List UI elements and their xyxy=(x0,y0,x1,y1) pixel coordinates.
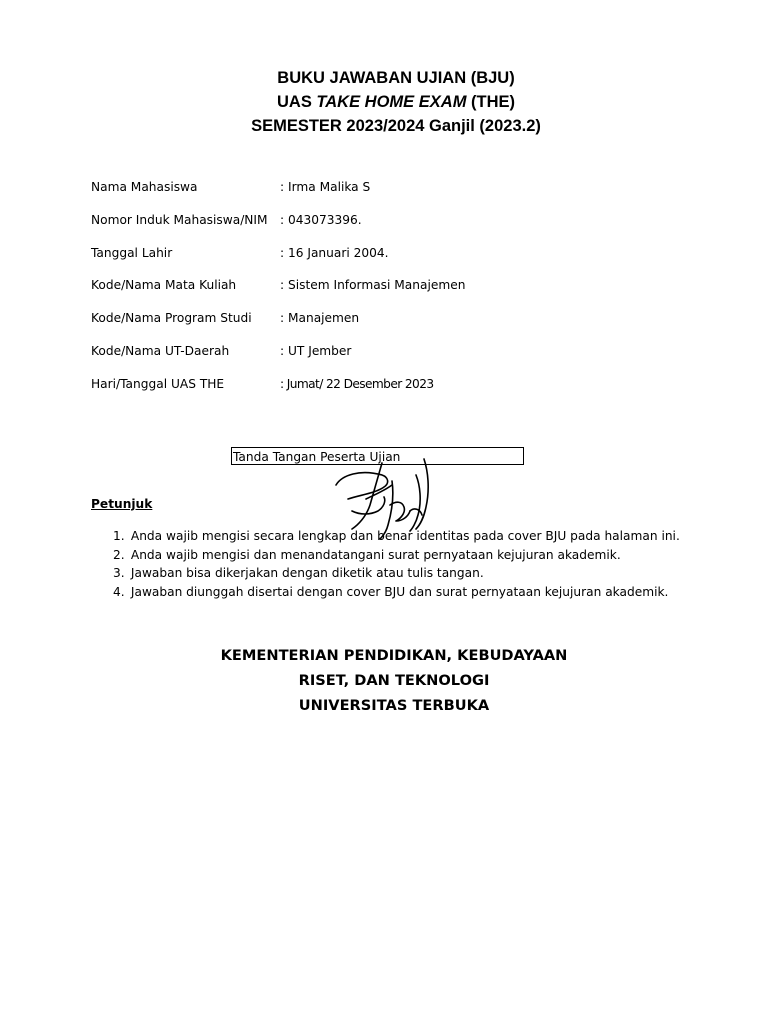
identity-row-nim xyxy=(91,213,691,246)
identity-label: Hari/Tanggal UAS THE xyxy=(91,376,225,391)
instruction-text: Anda wajib mengisi secara lengkap dan benar identitas pada cover BJU pada halaman ini. xyxy=(130,529,680,543)
instruction-number: 4. xyxy=(113,584,125,599)
footer-university: UNIVERSITAS TERBUKA xyxy=(298,697,490,714)
header-title: BUKU JAWABAN UJIAN (BJU) xyxy=(277,69,515,87)
identity-label: Nama Mahasiswa xyxy=(91,180,198,194)
identity-label: Kode/Nama Program Studi xyxy=(91,311,252,326)
instruction-text: Jawaban bisa dikerjakan dengan diketik atau tulis tangan. xyxy=(130,566,484,580)
instruction-item xyxy=(113,564,680,583)
instruction-text: Anda wajib mengisi dan menandatangani surat pernyataan kejujuran akademik. xyxy=(130,547,621,562)
instruction-number: 2. xyxy=(113,547,125,562)
instruction-item xyxy=(113,527,680,546)
institution-footer xyxy=(0,643,768,718)
identity-row-nama xyxy=(91,180,691,213)
identity-row-mata-kuliah xyxy=(91,278,691,311)
footer-ministry: KEMENTERIAN PENDIDIKAN, KEBUDAYAAN xyxy=(220,647,568,664)
identity-value: : Irma Malika S xyxy=(280,180,371,194)
identity-row-ut-daerah xyxy=(91,344,691,377)
identity-value: : UT Jember xyxy=(280,343,352,358)
instructions-title: Petunjuk xyxy=(91,497,153,511)
header-exam-type xyxy=(0,90,768,114)
identity-value: : Jumat/ 22 Desember 2023 xyxy=(280,376,434,391)
identity-value: : Manajemen xyxy=(280,311,360,326)
identity-row-program-studi xyxy=(91,311,691,344)
identity-value: : Sistem Informasi Manajemen xyxy=(280,278,466,293)
instruction-text: Jawaban diunggah disertai dengan cover BJU dan surat pernyataan kejujuran akademik. xyxy=(130,584,669,599)
footer-ministry-cont: RISET, DAN TEKNOLOGI xyxy=(298,672,490,689)
signature-label: Tanda Tangan Peserta Ujian xyxy=(233,450,401,464)
identity-row-tanggal-lahir xyxy=(91,246,691,279)
identity-label: Kode/Nama Mata Kuliah xyxy=(91,278,237,293)
instructions-list xyxy=(113,527,680,601)
document-header xyxy=(0,66,768,138)
identity-label: Tanggal Lahir xyxy=(91,245,173,260)
identity-label: Nomor Induk Mahasiswa/NIM xyxy=(91,212,268,227)
instruction-number: 3. xyxy=(113,566,125,580)
header-exam-italic: TAKE HOME EXAM xyxy=(316,93,467,111)
identity-table xyxy=(91,180,691,410)
instruction-item xyxy=(113,583,680,602)
identity-value: : 043073396. xyxy=(280,212,362,227)
header-semester: SEMESTER 2023/2024 Ganjil (2023.2) xyxy=(251,117,541,135)
identity-row-tanggal-uas xyxy=(91,377,691,410)
instruction-item xyxy=(113,546,680,565)
identity-value: : 16 Januari 2004. xyxy=(280,245,389,260)
instruction-number: 1. xyxy=(113,529,125,543)
identity-label: Kode/Nama UT-Daerah xyxy=(91,343,230,358)
header-exam-prefix: UAS xyxy=(276,93,317,111)
header-exam-suffix: (THE) xyxy=(466,93,516,111)
